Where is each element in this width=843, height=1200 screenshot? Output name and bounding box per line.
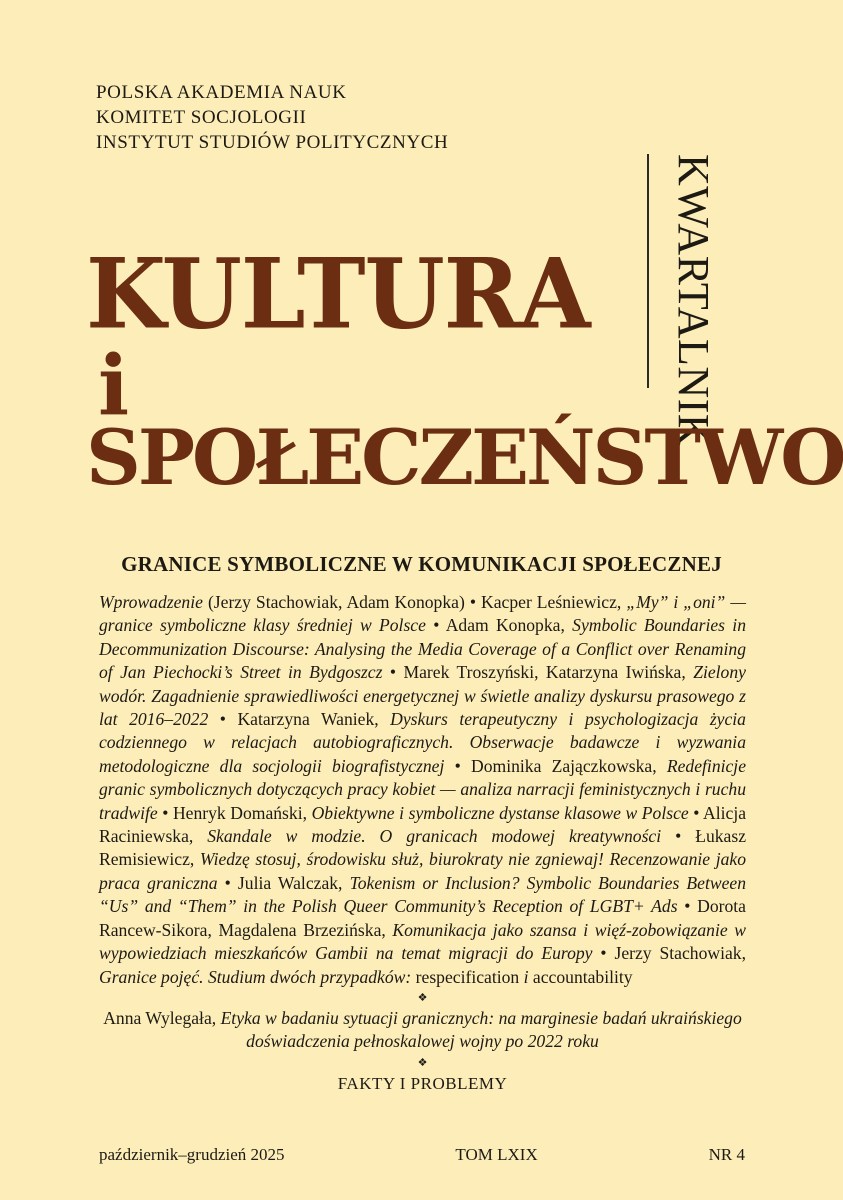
article-authors: Łukasz Remisiewicz, [99, 826, 747, 870]
bullet: • [693, 802, 700, 823]
article-authors: Jerzy Stachowiak, [614, 943, 746, 964]
extra-article [99, 1007, 746, 1054]
article-title: Etyka w badaniu sytuacji granicznych: na marginesie badań ukraińskiego doświadczenia pełnoskalowej wojny po 2022 roku [220, 1007, 742, 1052]
issue-volume: TOM LXIX [455, 1145, 538, 1164]
bullet: • [454, 755, 461, 776]
article-authors: Julia Walczak, [237, 872, 343, 893]
article-authors: Dominika Zajączkowska, [471, 755, 657, 776]
table-of-contents [99, 591, 746, 1095]
publisher-line: KOMITET SOCJOLOGII [96, 107, 307, 128]
kwartalnik-text: KWARTALNIK [669, 154, 718, 447]
article-title: Wprowadzenie [99, 592, 203, 612]
section-heading: FAKTY I PROBLEMY [337, 1073, 508, 1093]
article-title: Zielony wodór. Zagadnienie sprawiedliwości energetycznej w świetle analizy dyskursu prasowego z lat 2016–2022 [99, 662, 746, 730]
bullet: • [600, 943, 607, 964]
bullet: • [675, 826, 682, 847]
article-title: Skandale w modzie. O granicach modowej kreatywności [207, 826, 662, 847]
bullet: • [684, 896, 691, 917]
bullet: • [224, 872, 231, 893]
article-title: Dyskurs terapeutyczny i psychologizacja życia codziennego w relacjach autobiograficznych. Obserwacje badawcze i wyzwania metodologiczne dla socjologii biografistycznej [99, 709, 746, 776]
article-subtitle-word: i [523, 966, 529, 987]
article-title: Granice pojęć. Studium dwóch przypadków: [99, 966, 412, 987]
kwartalnik-label [647, 154, 731, 447]
issue-number: NR 4 [708, 1145, 745, 1164]
bullet: • [219, 709, 226, 730]
bullet: • [433, 615, 440, 636]
publisher-line: POLSKA AKADEMIA NAUK [96, 82, 347, 103]
bullet: • [469, 592, 476, 612]
article-authors: Kacper Leśniewicz, [481, 592, 622, 612]
article-authors: Alicja Raciniewska, [99, 802, 747, 847]
article-authors: Adam Konopka, [445, 615, 565, 636]
vertical-rule [647, 154, 649, 388]
separator-icon: ❖ [417, 1056, 428, 1069]
article-title: Redefinicje granic symbolicznych dotyczących pracy kobiet — analiza narracji feministycznych i ruchu tradwife [99, 755, 747, 823]
issue-date: październik–grudzień 2025 [99, 1145, 285, 1164]
article-title: Symbolic Boundaries in Decommunization Discourse: Analysing the Media Coverage of a Conflict over Renaming of Jan Piechocki’s Street in Bydgoszcz [99, 615, 746, 683]
publisher-line: INSTYTUT STUDIÓW POLITYCZNYCH [96, 132, 449, 153]
article-authors: Katarzyna Waniek, [237, 709, 379, 730]
separator-icon: ❖ [417, 991, 428, 1004]
bullet: • [389, 662, 397, 683]
article-title: Komunikacja jako szansa i więź-zobowiązanie w wypowiedziach mieszkańców Gambii na temat migracji do Europy [99, 919, 746, 964]
article-title: Wiedzę stosuj, środowisku służ, biurokraty nie zgniewaj! Recenzowanie jako praca graniczna [99, 849, 746, 893]
title-i: i [98, 338, 130, 434]
article-authors: Marek Troszyński, Katarzyna Iwińska, [403, 662, 686, 683]
publishers-block [96, 80, 448, 155]
article-title: Tokenism or Inclusion? Symbolic Boundaries Between “Us” and “Them” in the Polish Queer Community’s Reception of LGBT+ Ads [99, 872, 747, 917]
article-authors: (Jerzy Stachowiak, Adam Konopka) [207, 592, 465, 612]
title-kultura: KULTURA [86, 237, 590, 351]
article-subtitle-word: respecification [415, 966, 520, 987]
article-title: „My” i „oni” — granice symboliczne klasy średniej w Polsce [99, 592, 746, 636]
article-subtitle-word: accountability [532, 966, 633, 987]
title-spoleczenstwo: SPOŁECZEŃSTWO [86, 413, 843, 502]
article-authors: Anna Wylegała, [103, 1007, 217, 1028]
issue-theme: GRANICE SYMBOLICZNE W KOMUNIKACJI SPOŁECZNEJ [121, 552, 722, 576]
bullet: • [162, 802, 169, 823]
article-title: Obiektywne i symboliczne dystanse klasowe w Polsce [311, 802, 689, 823]
article-authors: Dorota Rancew-Sikora, Magdalena Brzezińska, [99, 896, 746, 940]
article-authors: Henryk Domański, [172, 802, 307, 823]
footer [99, 1145, 745, 1165]
contents-paragraph [99, 591, 746, 989]
